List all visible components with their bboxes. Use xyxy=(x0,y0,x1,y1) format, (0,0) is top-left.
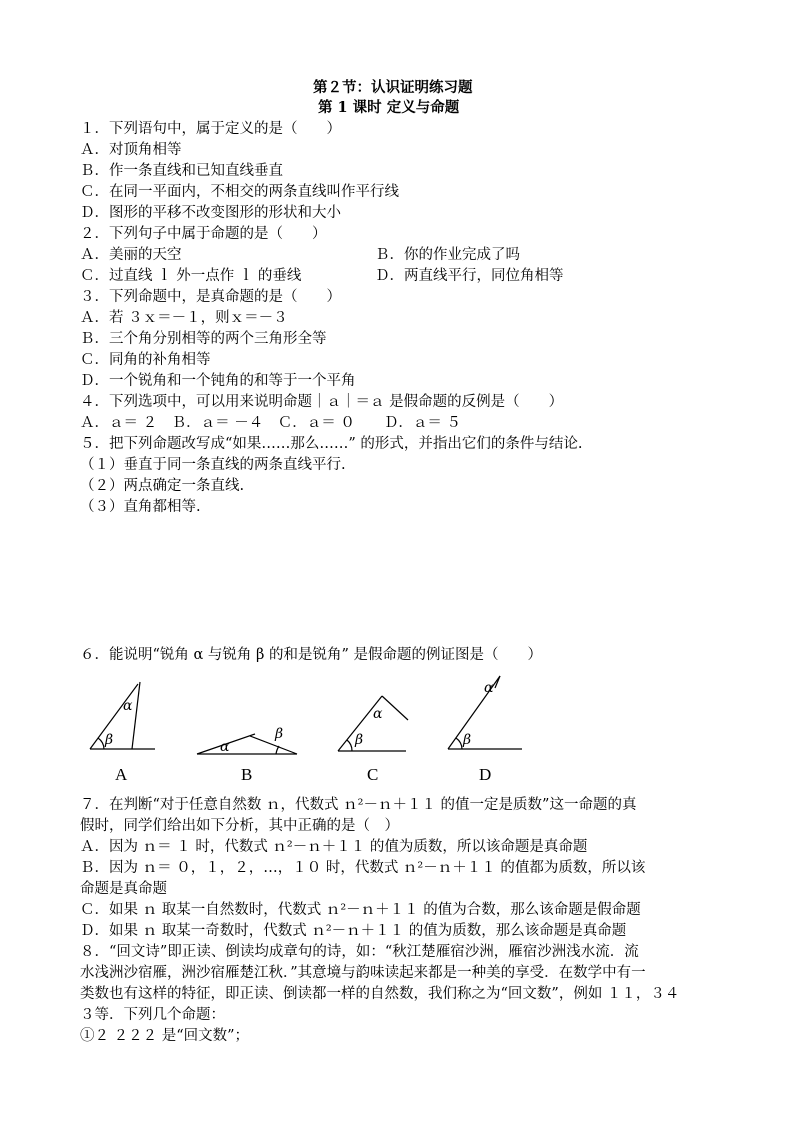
q8-stem-line-2: 水浅洲沙宿雁，洲沙宿雁楚江秋．”其意境与韵味读起来都是一种美的享受．在数学中有一 xyxy=(80,965,646,981)
q3-option-a: Ａ．若 ３ｘ＝－１，则ｘ＝－３ xyxy=(80,310,288,326)
q2-option-d: Ｄ．两直线平行，同位角相等 xyxy=(375,268,564,284)
q2-option-b: Ｂ．你的作业完成了吗 xyxy=(375,247,520,263)
page-title: 第２节：认识证明练习题 xyxy=(313,79,473,96)
fig-b-alpha-label: α xyxy=(220,739,230,755)
fig-d-label: D xyxy=(479,765,492,784)
q3-option-b: Ｂ．三个角分别相等的两个三角形全等 xyxy=(80,331,327,347)
fig-c-label: C xyxy=(367,765,379,784)
fig-a-alpha-label: α xyxy=(123,698,133,714)
q7-option-c: Ｃ．如果 ｎ 取某一自然数时，代数式 ｎ²－ｎ＋１１ 的值为合数，那么该命题是假命题 xyxy=(80,902,641,918)
q7-option-d: Ｄ．如果 ｎ 取某一奇数时，代数式 ｎ²－ｎ＋１１ 的值为质数，那么该命题是真命题 xyxy=(80,923,627,939)
q3-option-c: Ｃ．同角的补角相等 xyxy=(80,352,211,368)
fig-b-beta-label: β xyxy=(275,726,284,742)
q8-statement-1: ①２ ２２２ 是“回文数”； xyxy=(80,1028,250,1044)
fig-a-inner-ray xyxy=(132,682,140,749)
fig-a-label: A xyxy=(115,765,128,784)
q1-option-a: Ａ．对顶角相等 xyxy=(80,142,182,158)
q1-option-d: Ｄ．图形的平移不改变图形的形状和大小 xyxy=(80,205,341,221)
q1-stem: １．下列语句中，属于定义的是（ ） xyxy=(80,121,341,137)
q2-option-c: Ｃ．过直线 ｌ 外一点作 ｌ 的垂线 xyxy=(80,268,302,284)
fig-c-right-ray xyxy=(382,696,408,720)
q5-part-1: （１）垂直于同一条直线的两条直线平行. xyxy=(80,457,346,473)
q7-stem-line-2: 假时，同学们给出如下分析，其中正确的是（ ） xyxy=(80,818,399,834)
q5-part-3: （３）直角都相等. xyxy=(80,499,201,515)
q2-option-a: Ａ．美丽的天空 xyxy=(80,247,182,263)
q8-stem-line-1: ８．“回文诗”即正读、倒读均成章句的诗，如：“秋江楚雁宿沙洲，雁宿沙洲浅水流．流 xyxy=(80,944,639,960)
fig-b-beta-arc xyxy=(276,746,279,754)
fig-c-beta-arc xyxy=(347,740,352,751)
fig-d-beta-label: β xyxy=(463,732,472,748)
fig-a-ray xyxy=(90,684,138,749)
q2-stem: ２．下列句子中属于命题的是（ ） xyxy=(80,226,327,242)
fig-b-label: B xyxy=(241,765,253,784)
q6-stem: ６．能说明“锐角 α 与锐角 β 的和是锐角” 是假命题的例证图是（ ） xyxy=(80,647,543,663)
page-subtitle: 第 1 课时 定义与命题 xyxy=(318,99,460,116)
q7-option-b-line-1: Ｂ．因为 ｎ＝ ０，１，２，…，１０ 时，代数式 ｎ²－ｎ＋１１ 的值都为质数，所以该 xyxy=(80,860,646,876)
q4-stem: ４．下列选项中，可以用来说明命题｜ａ｜＝ａ 是假命题的反例是（ ） xyxy=(80,394,564,410)
fig-a-beta-label: β xyxy=(105,732,114,748)
fig-d-alpha-label: α xyxy=(484,680,494,696)
q6-figure-svg xyxy=(80,674,540,789)
q7-stem-line-1: ７．在判断“对于任意自然数 ｎ，代数式 ｎ²－ｎ＋１１ 的值一定是质数”这一命题的真 xyxy=(80,797,637,813)
q5-part-2: （２）两点确定一条直线. xyxy=(80,478,245,494)
q4-options: Ａ．ａ＝ ２ Ｂ．ａ＝ －４ Ｃ．ａ＝ ０ Ｄ．ａ＝ ５ xyxy=(80,415,461,431)
q8-stem-line-3: 类数也有这样的特征，即正读、倒读都一样的自然数，我们称之为“回文数”，例如 １１，３４ xyxy=(80,986,680,1002)
q7-option-a: Ａ．因为 ｎ＝ １ 时，代数式 ｎ²－ｎ＋１１ 的值为质数，所以该命题是真命题 xyxy=(80,839,588,855)
q1-option-b: Ｂ．作一条直线和已知直线垂直 xyxy=(80,163,283,179)
q6-angle-figures xyxy=(80,674,540,789)
fig-c-beta-label: β xyxy=(355,732,364,748)
fig-a-beta-arc xyxy=(98,738,104,749)
q3-option-d: Ｄ．一个锐角和一个钝角的和等于一个平角 xyxy=(80,373,356,389)
fig-b-right-ray xyxy=(250,736,297,754)
fig-d-beta-arc xyxy=(456,738,462,749)
q3-stem: ３．下列命题中，是真命题的是（ ） xyxy=(80,289,341,305)
q7-option-b-line-2: 命题是真命题 xyxy=(80,881,167,897)
q8-stem-line-4: ３等．下列几个命题： xyxy=(80,1007,225,1023)
fig-c-alpha-label: α xyxy=(373,706,383,722)
q1-option-c: Ｃ．在同一平面内，不相交的两条直线叫作平行线 xyxy=(80,184,399,200)
q5-stem: ５．把下列命题改写成“如果……那么……” 的形式，并指出它们的条件与结论. xyxy=(80,436,583,452)
